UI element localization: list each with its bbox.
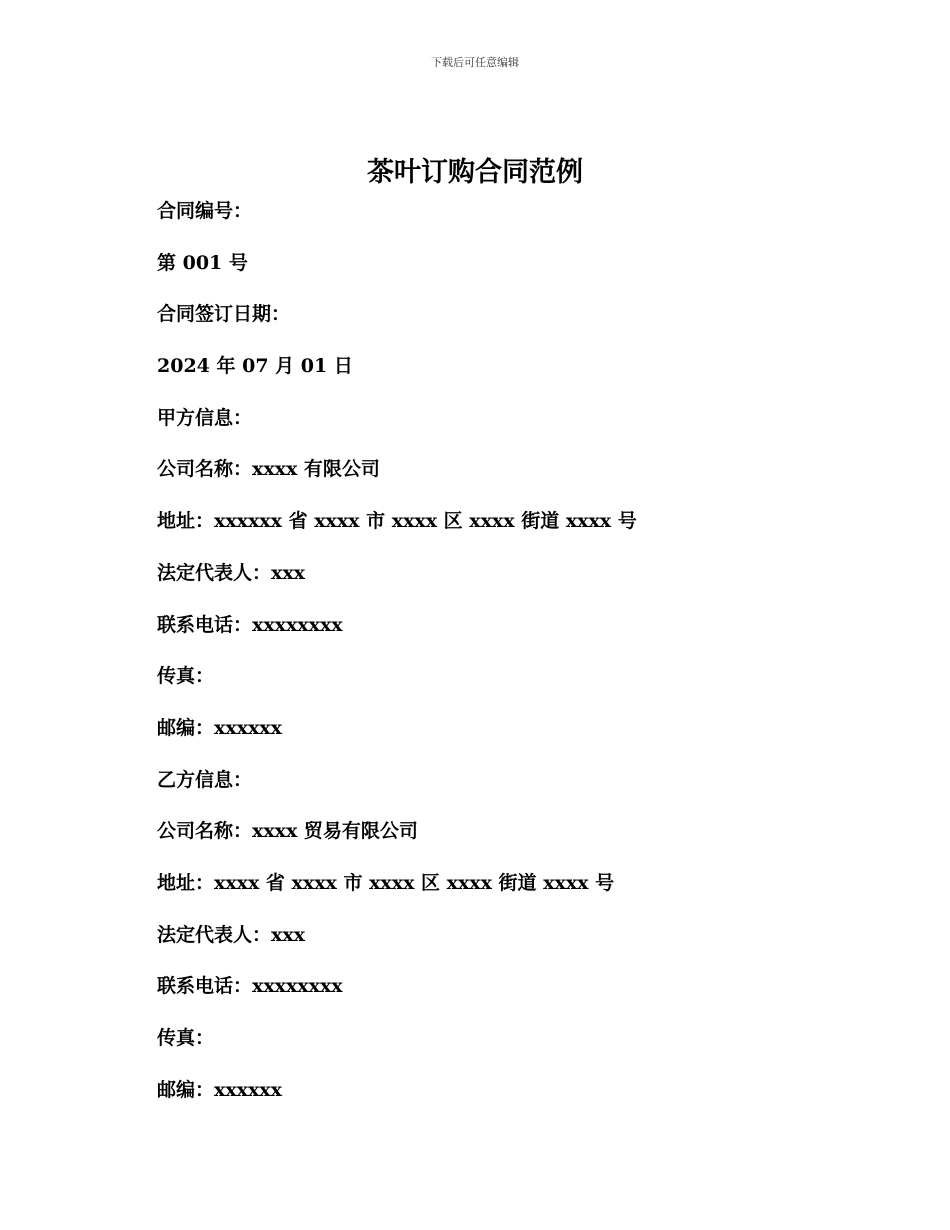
sign-date-label: 合同签订日期： xyxy=(157,303,291,326)
document-title: 茶叶订购合同范例 xyxy=(367,157,583,188)
party-b-fax: 传真： xyxy=(157,1027,215,1049)
party-a-fax: 传真： xyxy=(157,665,215,688)
contract-body xyxy=(157,196,817,1126)
party-a-heading: 甲方信息： xyxy=(157,406,253,429)
party-a-phone: 联系电话：xxxxxxxx xyxy=(157,613,343,636)
contract-number-label: 合同编号： xyxy=(157,200,253,222)
sign-date-value: 2024 年 07 月 01 日 xyxy=(157,355,353,378)
header-note: 下载后可任意编辑 xyxy=(431,56,519,69)
party-b-company: 公司名称：xxxx 贸易有限公司 xyxy=(157,820,418,843)
party-a-address: 地址：xxxxxx 省 xxxx 市 xxxx 区 xxxx 街道 xxxx 号 xyxy=(157,510,637,533)
party-b-phone: 联系电话：xxxxxxxx xyxy=(157,975,343,998)
party-a-company: 公司名称：xxxx 有限公司 xyxy=(157,458,380,481)
party-b-representative: 法定代表人：xxx xyxy=(157,923,305,946)
party-a-representative: 法定代表人：xxx xyxy=(157,561,305,584)
contract-number-value: 第 001 号 xyxy=(157,251,248,274)
party-b-postcode: 邮编：xxxxxx xyxy=(157,1078,282,1101)
party-b-address: 地址：xxxx 省 xxxx 市 xxxx 区 xxxx 街道 xxxx 号 xyxy=(157,871,615,894)
party-a-postcode: 邮编：xxxxxx xyxy=(157,716,282,739)
party-b-heading: 乙方信息： xyxy=(157,768,253,791)
